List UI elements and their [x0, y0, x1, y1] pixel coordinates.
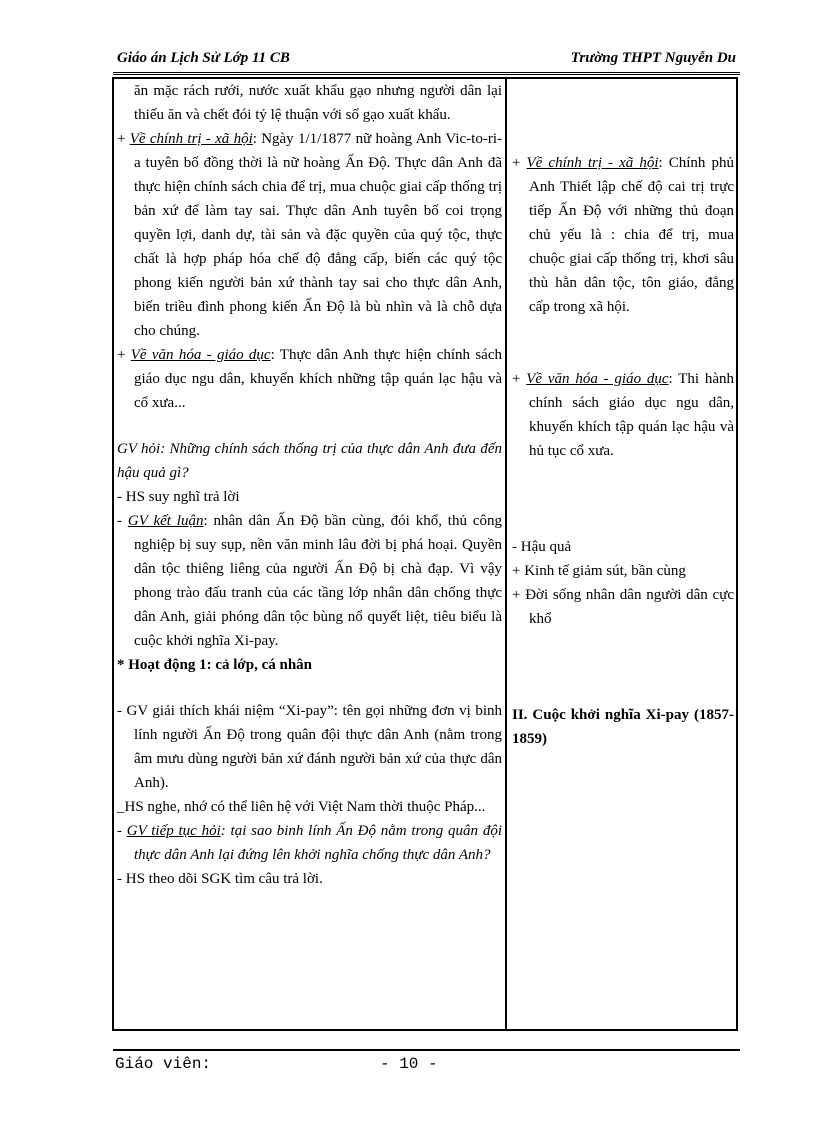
question-2-text: : tại sao binh lính Ấn Độ nằm trong quân đội thực dân Anh lại đứng lên khởi nghĩa chống thực dân Anh? — [134, 823, 502, 863]
header-school: Trường THPT Nguyễn Du — [570, 50, 736, 66]
consequence-heading: - Hậu quả — [512, 539, 572, 555]
politics-text: : Ngày 1/1/1877 nữ hoàng Anh Vic-to-ri-a tuyên bố đồng thời là nữ hoàng Ấn Độ. Thực dân Anh đã thực hiện chính sách chia để trị, mua chuộc giai cấp thống trị bản xứ để làm tay sai. Thực dân Anh tuyên bố coi trọng quyền lợi, danh dự, tài sản và đặc quyền của quý tộc, thực chất là hợp pháp hóa chế độ đẳng cấp, biến các quý tộc phong kiến người bản xứ thành tay sai cho thực dân Anh, biến triều đình phong kiến Ấn Độ là bù nhìn và là chỗ dựa cho chúng. — [134, 131, 502, 339]
content-column — [512, 79, 734, 751]
right-politics-text: : Chính phủ Anh Thiết lập chế độ cai trị trực tiếp Ấn Độ với những thủ đoạn chủ yếu là : chia để trị, mua chuộc giai cấp thống trị, khơi sâu thù hằn dân tộc, tôn giáo, đẳng cấp trong xã hội. — [529, 155, 734, 315]
student-answer-3: - HS theo dõi SGK tìm câu trả lời. — [117, 871, 323, 887]
economy-paragraph-end: ăn mặc rách rưới, nước xuất khẩu gạo nhưng người dân lại thiếu ăn và chết đói tỷ lệ thuận với số gạo xuất khẩu. — [134, 83, 502, 123]
lesson-table — [112, 77, 738, 1031]
page-header — [113, 46, 740, 70]
consequence-life: + Đời sống nhân dân người dân cực khổ — [512, 587, 734, 627]
culture-text: : Thực dân Anh thực hiện chính sách giáo dục ngu dân, khuyến khích những tập quán lạc hậu và cổ xưa... — [134, 347, 502, 411]
right-politics-label: Về chính trị - xã hội — [526, 155, 659, 171]
politics-label: Về chính trị - xã hội — [129, 131, 253, 147]
student-answer-1: - HS suy nghĩ trả lời — [117, 489, 240, 505]
right-politics: + Về chính trị - xã hội: Chính phủ Anh Thiết lập chế độ cai trị trực tiếp Ấn Độ với những thủ đoạn chủ yếu là : chia để trị, mua chuộc giai cấp thống trị, khơi sâu thù hằn dân tộc, tôn giáo, đẳng cấp trong xã hội. — [512, 155, 734, 315]
teacher-question-2: - GV tiếp tục hỏi: tại sao binh lính Ấn Độ nằm trong quân đội thực dân Anh lại đứng lên khởi nghĩa chống thực dân Anh? — [117, 823, 502, 863]
right-culture-label: Về văn hóa - giáo dục — [526, 371, 669, 387]
teacher-question-1: GV hỏi: Những chính sách thống trị của thực dân Anh đưa đến hậu quả gì? — [117, 441, 502, 481]
student-note: _HS nghe, nhớ có thể liên hệ với Việt Nam thời thuộc Pháp... — [117, 799, 486, 815]
page-number: - 10 - — [380, 1055, 438, 1073]
conclusion-label: GV kết luận — [127, 513, 204, 529]
culture-label: Về văn hóa - giáo dục — [130, 347, 271, 363]
consequence-economy: + Kinh tế giảm sút, bần cùng — [512, 563, 686, 579]
right-culture-text: : Thi hành chính sách giáo dục ngu dân, khuyến khích tập quán lạc hậu và hủ tục cổ xưa. — [529, 371, 734, 459]
teacher-conclusion: - GV kết luận: nhân dân Ấn Độ bần cùng, đói khổ, thủ công nghiệp bị suy sụp, nền văn minh lâu đời bị phá hoại. Quyền dân tộc thiêng liêng của người Ấn Độ bị chà đạp. Vì vậy phong trào đấu tranh của các tầng lớp nhân dân chống thực dân Anh, giải phóng dân tộc bùng nổ quyết liệt, tiêu biểu là cuộc khởi nghĩa Xi-pay. — [117, 513, 502, 649]
culture-paragraph: + Về văn hóa - giáo dục: Thực dân Anh thực hiện chính sách giáo dục ngu dân, khuyến khích những tập quán lạc hậu và cổ xưa... — [117, 347, 502, 411]
header-subject: Giáo án Lịch Sử Lớp 11 CB — [117, 50, 290, 66]
column-divider — [505, 79, 507, 1029]
teacher-student-column — [117, 79, 502, 891]
section-title: II. Cuộc khởi nghĩa Xi-pay (1857-1859) — [512, 707, 734, 747]
activity-heading: * Hoạt động 1: cả lớp, cá nhân — [117, 657, 312, 673]
conclusion-text: : nhân dân Ấn Độ bần cùng, đói khổ, thủ công nghiệp bị suy sụp, nền văn minh lâu đời bị phá hoại. Quyền dân tộc thiêng liêng của người Ấn Độ bị chà đạp. Vì vậy phong trào đấu tranh của các tầng lớp nhân dân chống thực dân Anh, giải phóng dân tộc bùng nổ quyết liệt, tiêu biểu là cuộc khởi nghĩa Xi-pay. — [134, 513, 502, 649]
footer-teacher: Giáo viên: — [115, 1055, 212, 1073]
footer-rule — [113, 1049, 740, 1051]
header-rule — [113, 72, 740, 75]
politics-paragraph: + Về chính trị - xã hội: Ngày 1/1/1877 nữ hoàng Anh Vic-to-ri-a tuyên bố đồng thời là nữ hoàng Ấn Độ. Thực dân Anh đã thực hiện chính sách chia để trị, mua chuộc giai cấp thống trị bản xứ để làm tay sai. Thực dân Anh tuyên bố coi trọng quyền lợi, danh dự, tài sản và đặc quyền của quý tộc, thực chất là hợp pháp hóa chế độ đẳng cấp, biến các quý tộc phong kiến người bản xứ thành tay sai cho thực dân Anh, biến triều đình phong kiến Ấn Độ là bù nhìn và là chỗ dựa cho chúng. — [117, 131, 502, 339]
right-culture: + Về văn hóa - giáo dục: Thi hành chính sách giáo dục ngu dân, khuyến khích tập quán lạc hậu và hủ tục cổ xưa. — [512, 371, 734, 459]
teacher-explanation: - GV giải thích khái niệm “Xi-pay”: tên gọi những đơn vị binh lính người Ấn Độ trong quân đội thực dân Anh (nằm trong âm mưu dùng người bản xứ đánh người bản xứ của thực dân Anh). — [117, 703, 502, 791]
question-2-label: GV tiếp tục hỏi — [126, 823, 221, 839]
